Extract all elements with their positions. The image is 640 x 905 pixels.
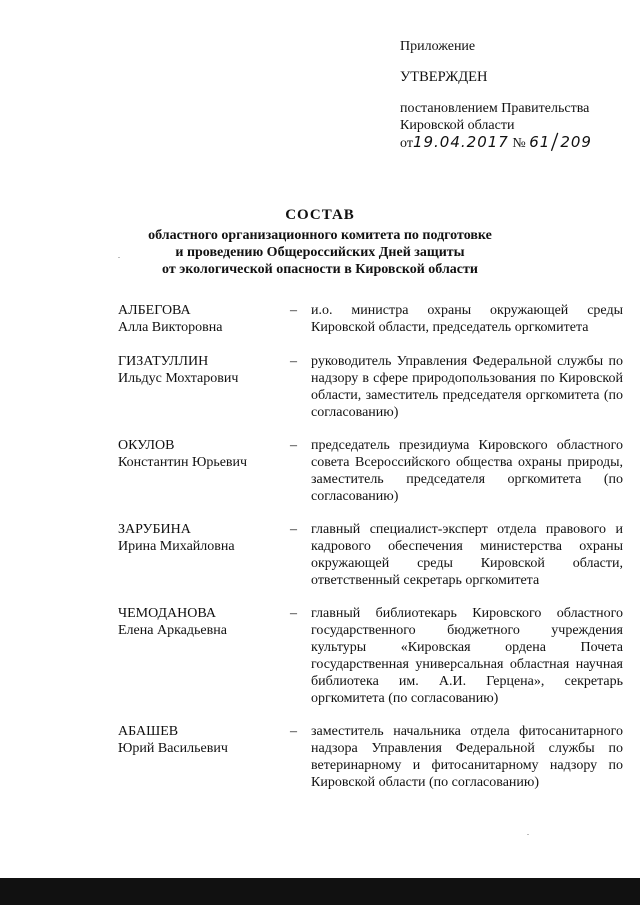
handwritten-number-part2: 209 [560, 133, 592, 151]
subtitle-line-2: и проведению Общероссийских Дней защиты [175, 245, 465, 260]
handwritten-number-part1: 61 [529, 133, 551, 151]
member-name [118, 521, 278, 555]
member-name [118, 437, 278, 471]
from-label: от [400, 136, 413, 151]
scan-edge-bar [0, 878, 640, 905]
member-dash: – [290, 438, 297, 453]
member-given-name: Ирина Михайловна [118, 539, 235, 554]
decree-line-2: Кировской области [400, 118, 515, 133]
member-entry [118, 437, 623, 505]
member-surname: ОКУЛОВ [118, 438, 175, 453]
member-surname: ЧЕМОДАНОВА [118, 606, 216, 621]
member-given-name: Юрий Васильевич [118, 741, 228, 756]
member-role: главный библиотекарь Кировского областного государственного бюджетного учреждения культуры «Кировская ордена Почета государственная универсальная областная научная библиотека им. А.И. Герцена», секретарь оргкомитета (по согласованию) [311, 606, 623, 706]
scan-speck [527, 834, 529, 835]
approved-label: УТВЕРЖДЕН [400, 69, 488, 85]
decree-date-number-line [400, 126, 630, 157]
number-label: № [512, 136, 526, 151]
scan-speck [118, 257, 120, 258]
member-role: заместитель начальника отдела фитосанитарного надзора Управления Федеральной службы по ветеринарному и фитосанитарному надзору по Кировской области (по согласованию) [311, 724, 623, 790]
member-entry [118, 302, 623, 336]
subtitle-line-1: областного организационного комитета по подготовке [148, 228, 492, 243]
member-given-name: Ильдус Мохтарович [118, 371, 239, 386]
member-dash: – [290, 522, 297, 537]
subtitle-line-3: от экологической опасности в Кировской области [162, 262, 478, 277]
member-given-name: Константин Юрьевич [118, 455, 248, 470]
member-surname: ЗАРУБИНА [118, 522, 191, 537]
member-entry [118, 605, 623, 707]
member-role: главный специалист-эксперт отдела правового и кадрового обеспечения министерства охраны окружающей среды Кировской области, ответственный секретарь оргкомитета [311, 522, 623, 588]
member-dash: – [290, 606, 297, 621]
decree-line-1: постановлением Правительства [400, 101, 590, 116]
member-given-name: Алла Викторовна [118, 320, 223, 335]
member-entry [118, 723, 623, 791]
member-name [118, 723, 278, 757]
member-surname: ГИЗАТУЛЛИН [118, 354, 209, 369]
member-dash: – [290, 724, 297, 739]
document-subtitle [0, 227, 640, 278]
member-role: председатель президиума Кировского областного совета Всероссийского общества охраны природы, заместитель председателя оргкомитета (по согласованию) [311, 438, 623, 504]
appendix-label: Приложение [400, 39, 476, 54]
member-dash: – [290, 303, 297, 318]
member-surname: АБАШЕВ [118, 724, 179, 739]
handwritten-date: 19.04.2017 [412, 133, 509, 151]
document-title: СОСТАВ [285, 207, 355, 223]
member-role: и.о. министра охраны окружающей среды Кировской области, председатель оргкомитета [311, 303, 623, 335]
member-name [118, 605, 278, 639]
member-name [118, 302, 278, 336]
member-name [118, 353, 278, 387]
members-list [118, 302, 623, 791]
approval-block [400, 38, 630, 157]
member-entry [118, 353, 623, 421]
slash-mark-icon: / [550, 126, 561, 157]
member-dash: – [290, 354, 297, 369]
member-given-name: Елена Аркадьевна [118, 623, 227, 638]
member-role: руководитель Управления Федеральной службы по надзору в сфере природопользования по Кировской области, заместитель председателя оргкомитета (по согласованию) [311, 354, 623, 420]
member-entry [118, 521, 623, 589]
member-surname: АЛБЕГОВА [118, 303, 191, 318]
